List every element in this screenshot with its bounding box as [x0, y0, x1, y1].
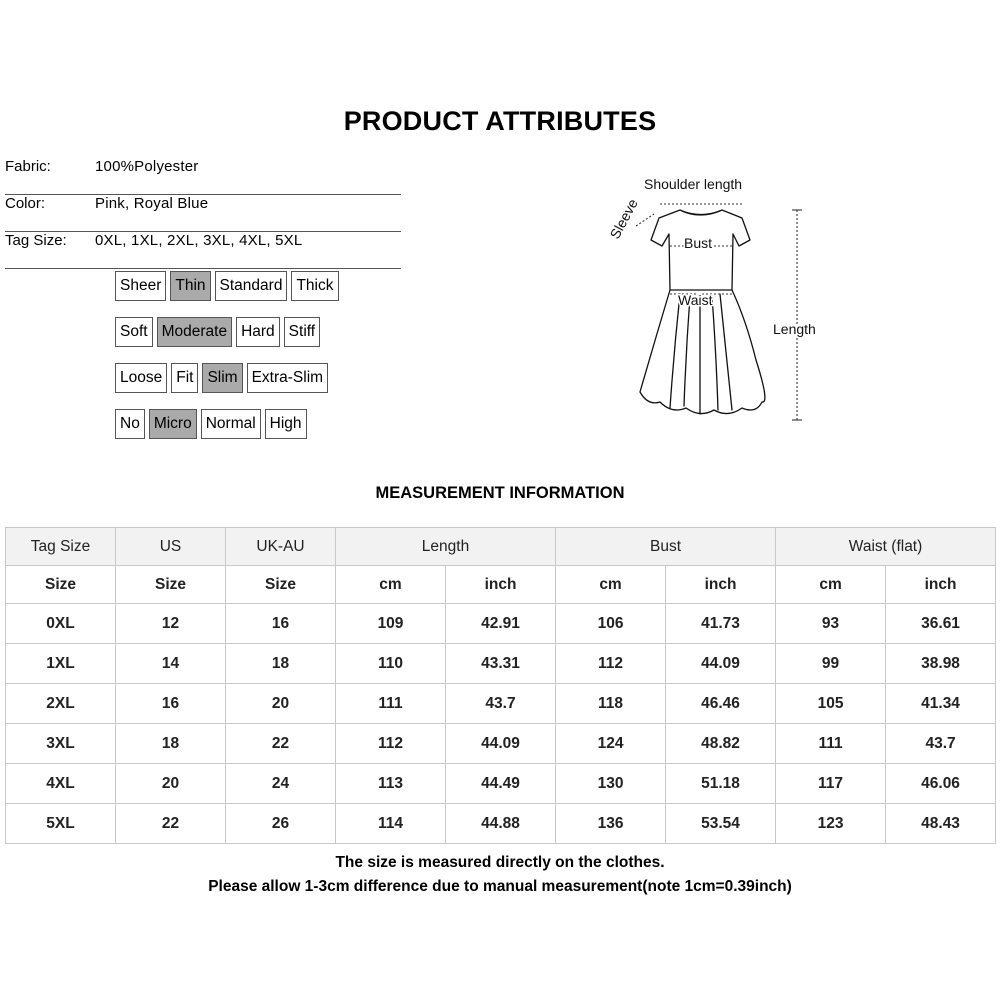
option-thin-selected[interactable]: Thin: [170, 271, 210, 301]
subheader-cell: Size: [226, 566, 336, 604]
note-measured: The size is measured directly on the clothes.: [335, 854, 665, 871]
subheader-cell: cm: [776, 566, 886, 604]
table-cell: 0XL: [6, 604, 116, 644]
table-cell: 42.91: [446, 604, 556, 644]
table-cell: 41.73: [666, 604, 776, 644]
table-cell: 123: [776, 804, 886, 844]
table-cell: 26: [226, 804, 336, 844]
attribute-label: Fabric:: [5, 158, 51, 175]
attribute-value: 0XL, 1XL, 2XL, 3XL, 4XL, 5XL: [95, 232, 303, 249]
table-cell: 111: [336, 684, 446, 724]
table-cell: 4XL: [6, 764, 116, 804]
waist-label: Waist: [678, 292, 713, 308]
table-row: [6, 604, 996, 644]
subheader-cell: inch: [666, 566, 776, 604]
table-cell: 117: [776, 764, 886, 804]
table-cell: 93: [776, 604, 886, 644]
note-difference: Please allow 1-3cm difference due to manual measurement(note 1cm=0.39inch): [208, 878, 792, 895]
table-cell: 20: [116, 764, 226, 804]
table-row: [6, 724, 996, 764]
attribute-row-color: [5, 195, 401, 232]
measurement-title: MEASUREMENT INFORMATION: [375, 484, 625, 502]
table-cell: 20: [226, 684, 336, 724]
option-stiff[interactable]: Stiff: [284, 317, 320, 347]
table-cell: 3XL: [6, 724, 116, 764]
attribute-value: 100%Polyester: [95, 158, 199, 175]
header-uk-au: UK-AU: [226, 528, 336, 566]
table-row: [6, 764, 996, 804]
option-moderate-selected[interactable]: Moderate: [157, 317, 232, 347]
table-cell: 110: [336, 644, 446, 684]
option-extra-slim[interactable]: Extra-Slim: [247, 363, 328, 393]
subheader-cell: cm: [336, 566, 446, 604]
table-cell: 2XL: [6, 684, 116, 724]
size-chart-table: [5, 527, 996, 844]
table-cell: 44.09: [666, 644, 776, 684]
option-standard[interactable]: Standard: [215, 271, 288, 301]
selector-options: [115, 271, 339, 301]
table-cell: 1XL: [6, 644, 116, 684]
table-cell: 51.18: [666, 764, 776, 804]
table-cell: 112: [336, 724, 446, 764]
option-high[interactable]: High: [265, 409, 307, 439]
table-cell: 46.06: [886, 764, 996, 804]
selector-options: [115, 317, 320, 347]
table-cell: 43.7: [886, 724, 996, 764]
table-cell: 22: [116, 804, 226, 844]
table-cell: 114: [336, 804, 446, 844]
table-cell: 109: [336, 604, 446, 644]
attribute-value: Pink, Royal Blue: [95, 195, 209, 212]
dress-measurement-diagram: [600, 170, 820, 430]
table-cell: 53.54: [666, 804, 776, 844]
table-cell: 43.7: [446, 684, 556, 724]
header-length: Length: [336, 528, 556, 566]
table-cell: 99: [776, 644, 886, 684]
option-fit[interactable]: Fit: [171, 363, 198, 393]
table-cell: 46.46: [666, 684, 776, 724]
shoulder-length-label: Shoulder length: [644, 176, 743, 192]
table-cell: 36.61: [886, 604, 996, 644]
header-us: US: [116, 528, 226, 566]
subheader-cell: inch: [446, 566, 556, 604]
attribute-row-tag-size: [5, 232, 401, 269]
table-cell: 43.31: [446, 644, 556, 684]
selector-options: [115, 409, 307, 439]
subheader-cell: Size: [6, 566, 116, 604]
option-micro-selected[interactable]: Micro: [149, 409, 197, 439]
table-cell: 48.82: [666, 724, 776, 764]
option-sheer[interactable]: Sheer: [115, 271, 166, 301]
attribute-row-fabric: [5, 158, 401, 195]
option-loose[interactable]: Loose: [115, 363, 167, 393]
table-cell: 5XL: [6, 804, 116, 844]
length-label: Length: [773, 321, 816, 337]
table-row: [6, 804, 996, 844]
table-cell: 38.98: [886, 644, 996, 684]
selector-options: [115, 363, 328, 393]
attribute-label: Tag Size:: [5, 232, 67, 249]
sleeve-label: Sleeve: [606, 196, 641, 242]
table-cell: 12: [116, 604, 226, 644]
subheader-cell: Size: [116, 566, 226, 604]
table-cell: 22: [226, 724, 336, 764]
table-cell: 118: [556, 684, 666, 724]
header-bust: Bust: [556, 528, 776, 566]
option-no[interactable]: No: [115, 409, 145, 439]
table-cell: 48.43: [886, 804, 996, 844]
table-cell: 136: [556, 804, 666, 844]
header-tag-size: Tag Size: [6, 528, 116, 566]
subheader-cell: cm: [556, 566, 666, 604]
table-cell: 41.34: [886, 684, 996, 724]
table-header-row: [6, 528, 996, 566]
table-cell: 44.49: [446, 764, 556, 804]
option-soft[interactable]: Soft: [115, 317, 153, 347]
table-cell: 16: [116, 684, 226, 724]
table-cell: 113: [336, 764, 446, 804]
table-cell: 14: [116, 644, 226, 684]
table-cell: 106: [556, 604, 666, 644]
header-waist: Waist (flat): [776, 528, 996, 566]
table-cell: 111: [776, 724, 886, 764]
option-hard[interactable]: Hard: [236, 317, 280, 347]
option-normal[interactable]: Normal: [201, 409, 261, 439]
table-cell: 18: [226, 644, 336, 684]
table-cell: 130: [556, 764, 666, 804]
attribute-label: Color:: [5, 195, 46, 212]
bust-label: Bust: [684, 235, 713, 251]
option-thick[interactable]: Thick: [291, 271, 338, 301]
table-subheader-row: [6, 566, 996, 604]
option-slim-selected[interactable]: Slim: [202, 363, 242, 393]
table-cell: 105: [776, 684, 886, 724]
table-row: [6, 684, 996, 724]
table-cell: 44.09: [446, 724, 556, 764]
page-title: PRODUCT ATTRIBUTES: [343, 106, 657, 136]
table-cell: 16: [226, 604, 336, 644]
table-cell: 124: [556, 724, 666, 764]
table-cell: 18: [116, 724, 226, 764]
table-row: [6, 644, 996, 684]
table-cell: 44.88: [446, 804, 556, 844]
table-cell: 24: [226, 764, 336, 804]
subheader-cell: inch: [886, 566, 996, 604]
table-cell: 112: [556, 644, 666, 684]
